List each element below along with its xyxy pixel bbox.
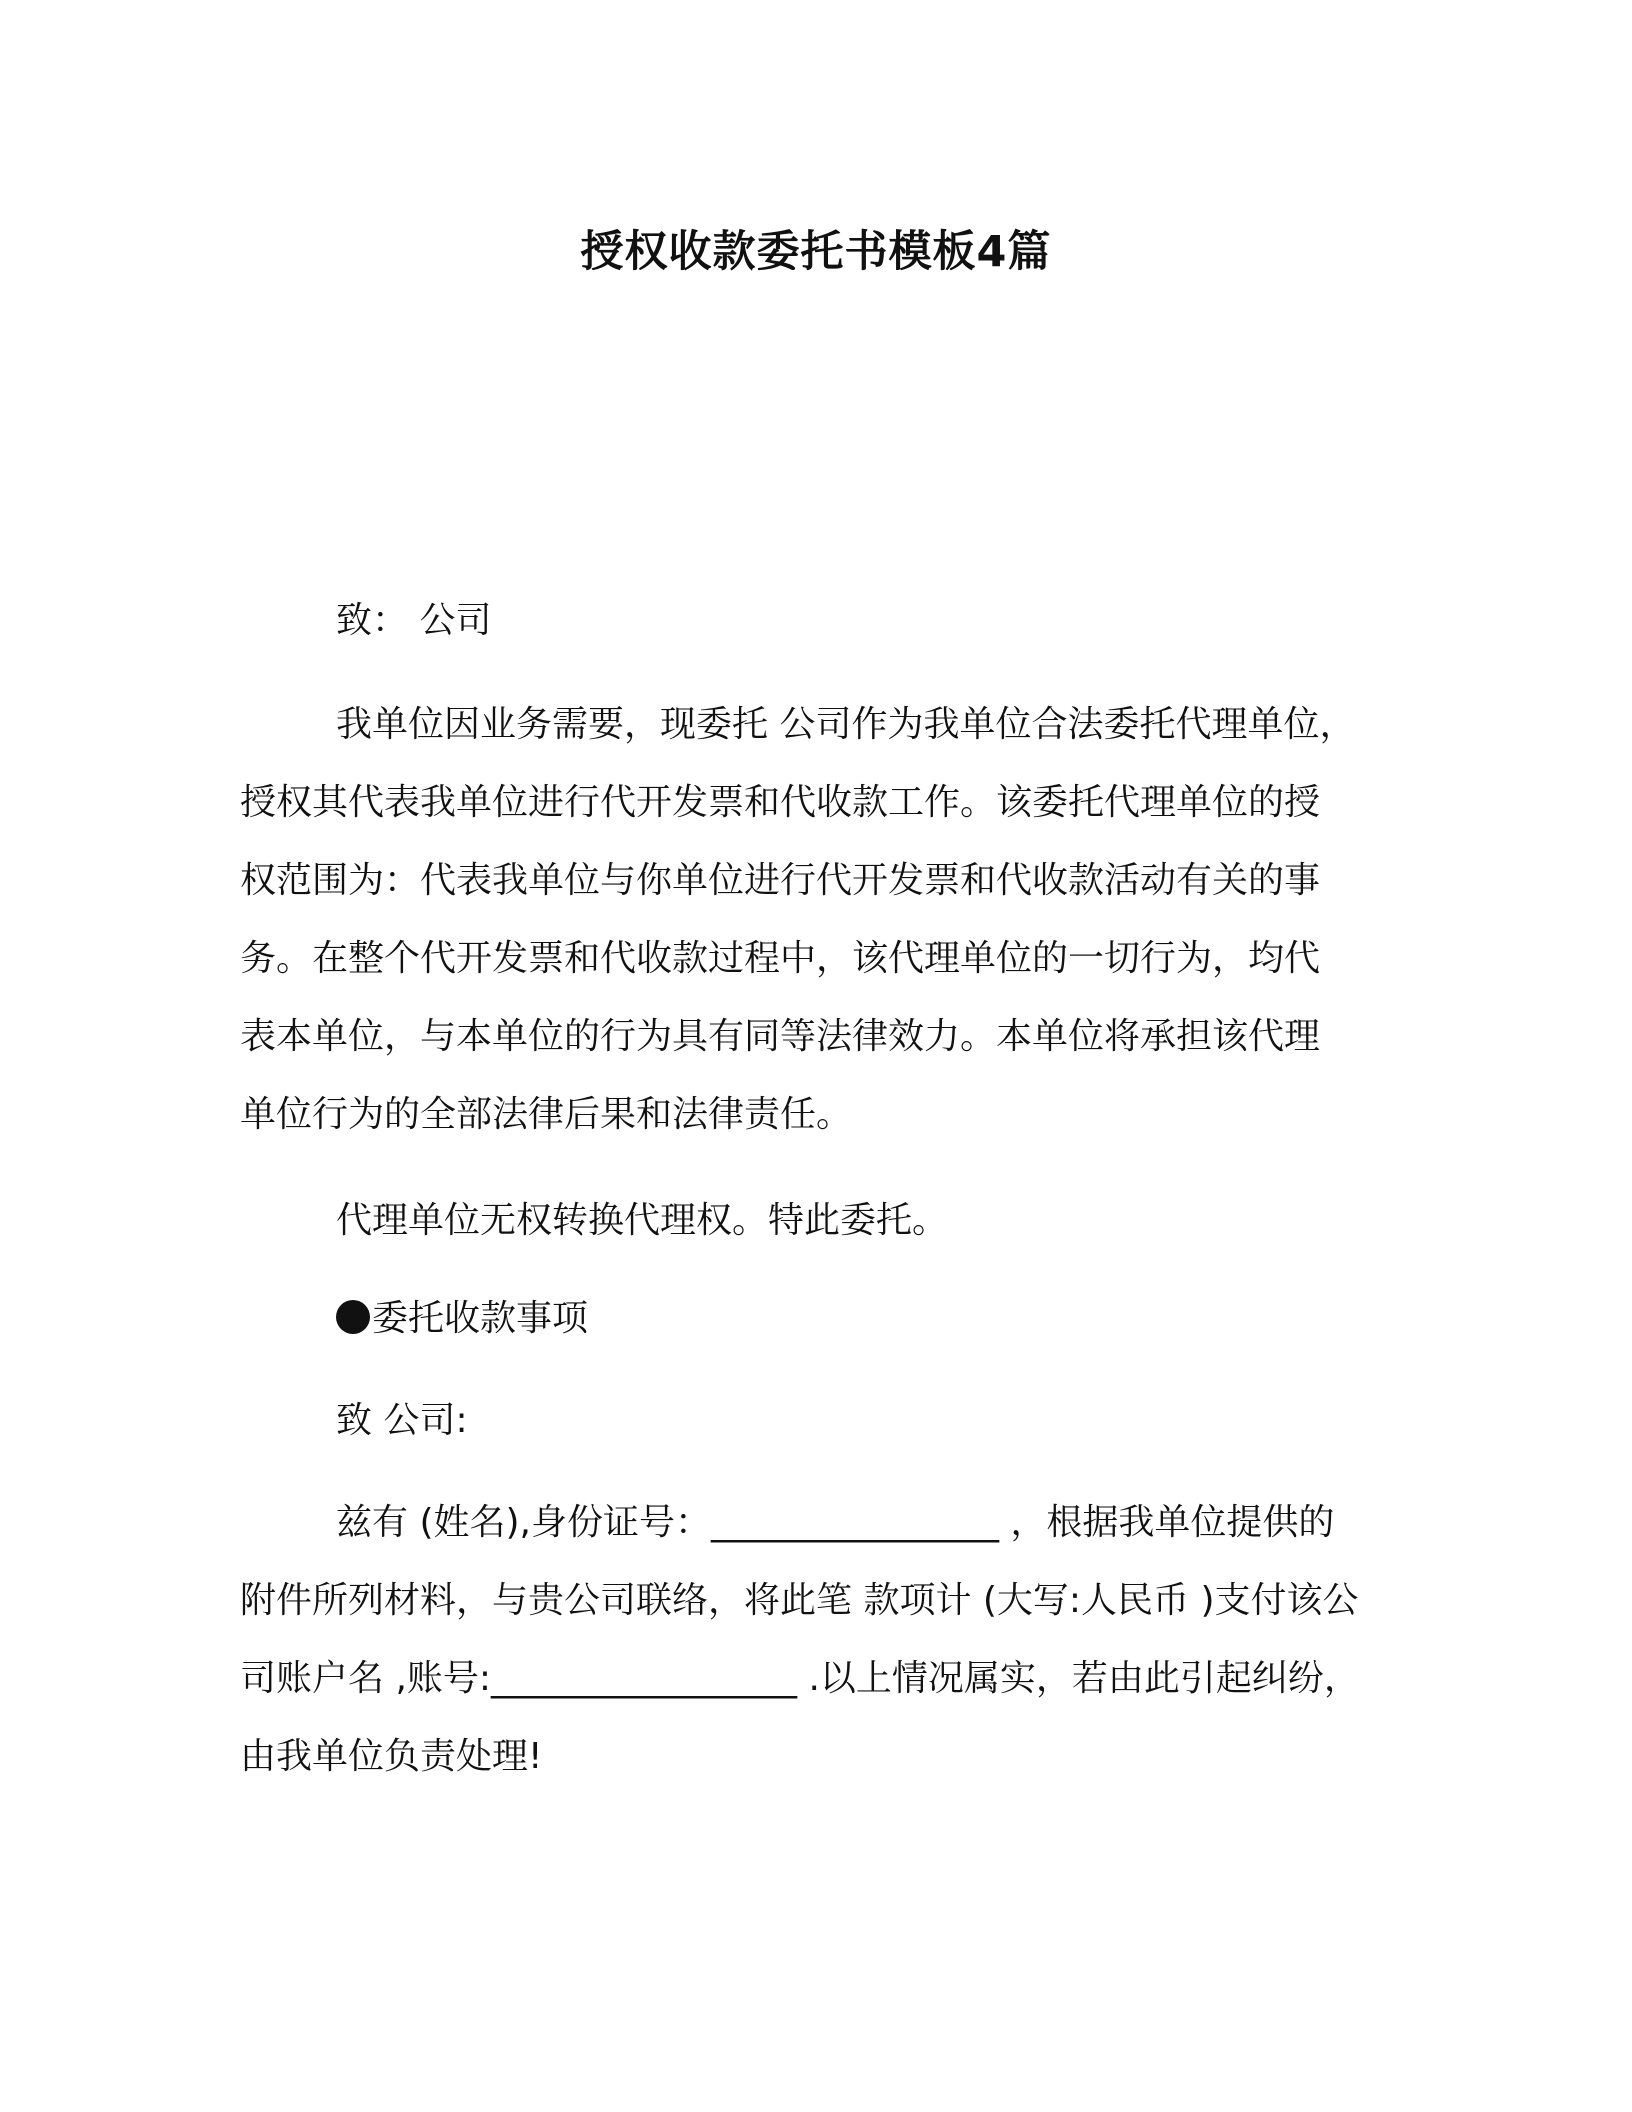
- greeting-2: 致 公司:: [336, 1400, 468, 1441]
- greeting-1: 致： 公司: [336, 600, 492, 641]
- paragraph-3-line: 兹有 (姓名),身份证号：________________ ，根据我单位提供的: [336, 1502, 1335, 1543]
- paragraph-3-line: 附件所列材料，与贵公司联络，将此笔 款项计 (大写:人民币 )支付该公: [240, 1580, 1359, 1621]
- paragraph-1-line: 授权其代表我单位进行代开发票和代收款工作。该委托代理单位的授: [240, 782, 1321, 823]
- paragraph-3: [240, 1484, 1410, 1796]
- paragraph-3-line: 由我单位负责处理!: [240, 1736, 543, 1777]
- bullet-icon: [336, 1300, 370, 1334]
- paragraph-1-line: 权范围为：代表我单位与你单位进行代开发票和代收款活动有关的事: [240, 860, 1321, 901]
- paragraph-1-line: 务。在整个代开发票和代收款过程中，该代理单位的一切行为，均代: [240, 938, 1321, 979]
- paragraph-1: [240, 686, 1410, 1154]
- paragraph-1-line: 我单位因业务需要，现委托 公司作为我单位合法委托代理单位，: [336, 704, 1356, 745]
- section-heading-text: 委托收款事项: [372, 1298, 589, 1339]
- paragraph-1-line: 表本单位，与本单位的行为具有同等法律效力。本单位将承担该代理: [240, 1016, 1321, 1057]
- paragraph-2: 代理单位无权转换代理权。特此委托。: [336, 1200, 949, 1241]
- paragraph-1-line: 单位行为的全部法律后果和法律责任。: [240, 1094, 853, 1135]
- section-heading: [240, 1280, 1506, 1358]
- document-title: 授权收款委托书模板4篇: [580, 227, 1052, 277]
- paragraph-3-line: 司账户名 ,账号:_________________ .以上情况属实，若由此引起纠纷，: [240, 1658, 1360, 1699]
